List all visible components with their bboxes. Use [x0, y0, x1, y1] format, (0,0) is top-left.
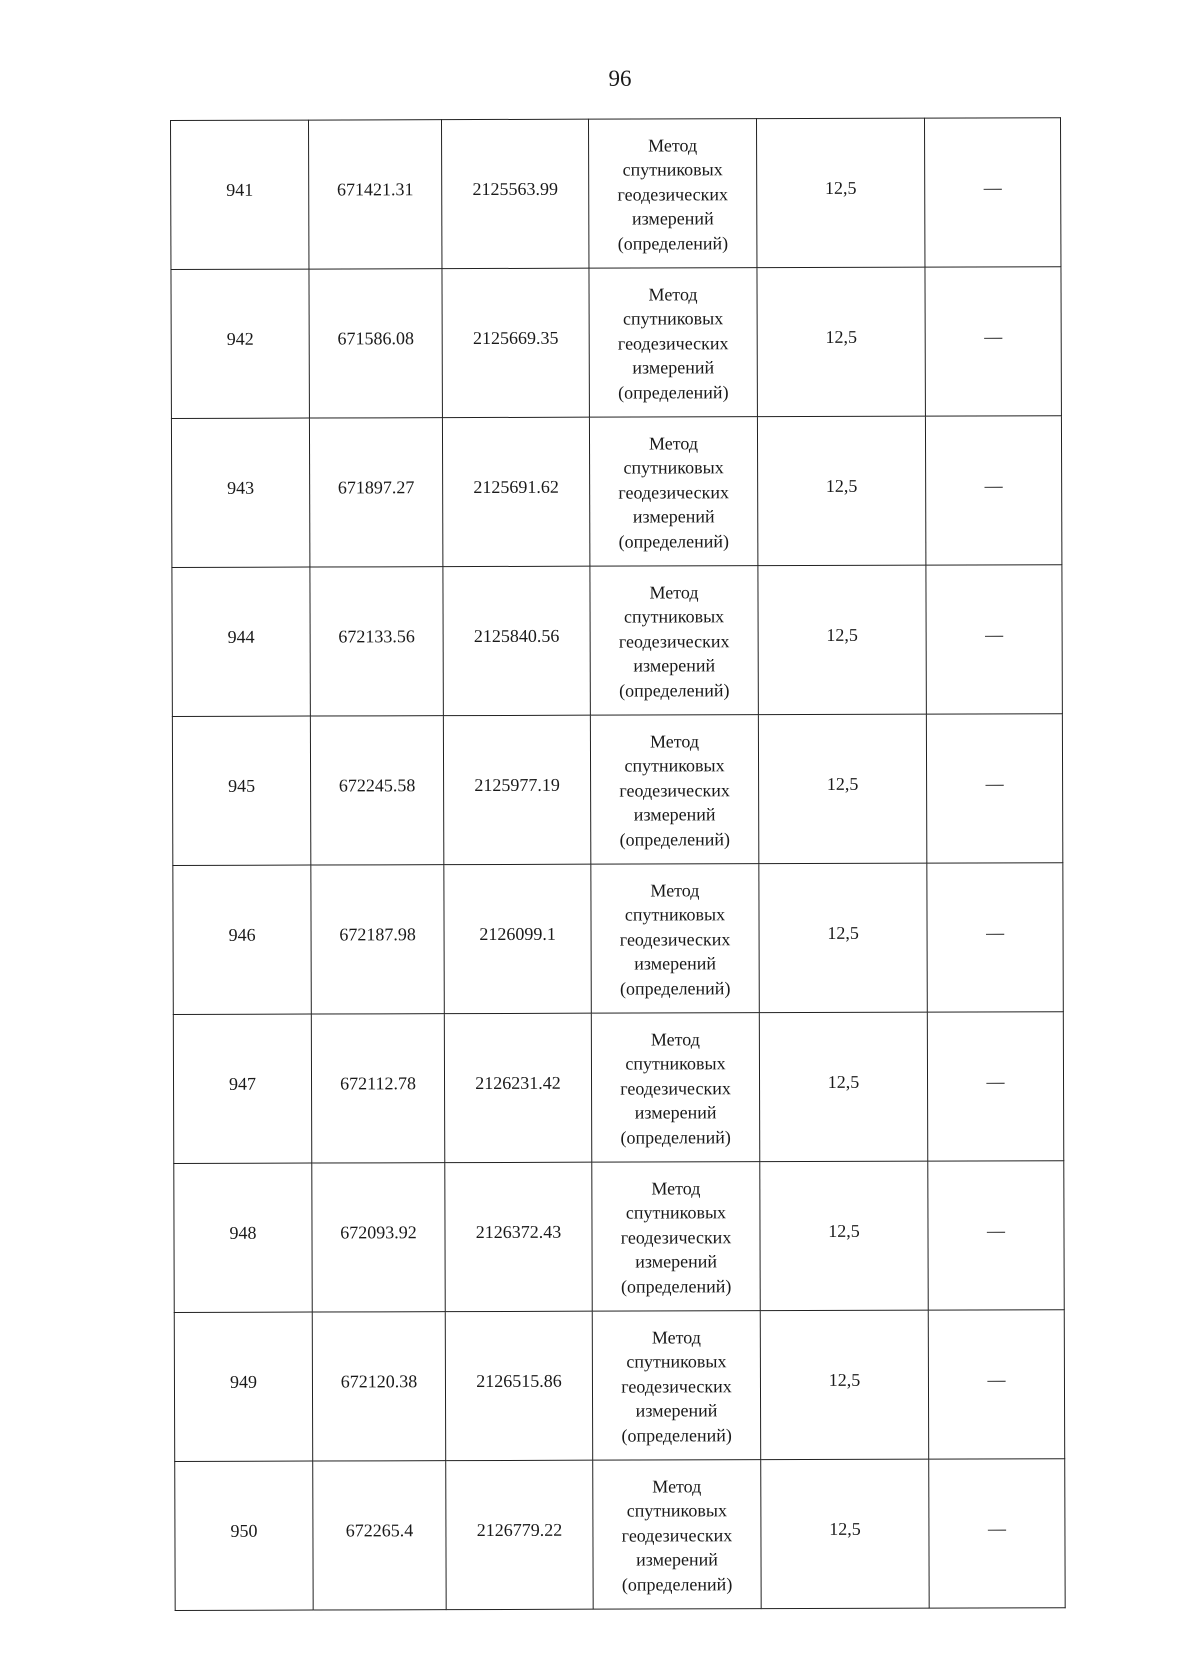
description-cell: — [925, 416, 1061, 565]
method-cell [591, 1013, 759, 1163]
method-line: геодезических [619, 779, 730, 801]
description-cell: — [924, 118, 1060, 267]
table-row [174, 1161, 1064, 1313]
x-coordinate-cell: 671897.27 [309, 418, 442, 567]
method-cell [591, 864, 759, 1014]
table-row [171, 416, 1061, 568]
y-coordinate-cell: 2126515.86 [445, 1311, 592, 1460]
y-coordinate-cell: 2125840.56 [443, 566, 590, 715]
description-cell: — [927, 863, 1063, 1012]
method-line: (определений) [619, 977, 731, 999]
method-line: спутниковых [624, 904, 726, 925]
method-line: геодезических [617, 183, 729, 205]
method-line: Метод [650, 1029, 700, 1050]
table-row [172, 565, 1062, 717]
method-cell [588, 119, 756, 269]
accuracy-cell: 12,5 [760, 1161, 928, 1311]
description-cell: — [925, 267, 1061, 416]
method-line: измерений [635, 1251, 717, 1272]
method-line: Метод [652, 1476, 702, 1497]
point-number-cell: 948 [174, 1163, 312, 1312]
method-line: спутниковых [624, 755, 725, 776]
point-number-cell: 950 [175, 1461, 313, 1610]
method-line: Метод [651, 1327, 701, 1348]
method-line: (определений) [617, 232, 729, 254]
method-line: спутниковых [623, 606, 725, 627]
y-coordinate-cell: 2125669.35 [442, 268, 589, 417]
table-row [171, 267, 1061, 419]
method-line: геодезических [621, 1375, 732, 1397]
method-line: спутниковых [623, 308, 724, 329]
page-number: 96 [608, 66, 632, 91]
point-number-cell: 942 [171, 269, 309, 418]
y-coordinate-cell: 2125563.99 [442, 119, 589, 268]
description-cell: — [927, 1012, 1063, 1161]
method-line: геодезических [620, 1077, 731, 1099]
y-coordinate-cell: 2126372.43 [445, 1162, 592, 1311]
x-coordinate-cell: 672265.4 [313, 1461, 446, 1610]
method-line: (определений) [619, 828, 730, 850]
point-number-cell: 945 [172, 716, 310, 865]
method-line: (определений) [620, 1126, 731, 1148]
description-cell: — [928, 1310, 1064, 1459]
description-cell: — [928, 1161, 1064, 1310]
accuracy-cell: 12,5 [759, 1012, 927, 1162]
method-line: Метод [650, 880, 700, 901]
method-cell [590, 715, 758, 865]
method-line: измерений [634, 953, 717, 974]
method-line: измерений [634, 1102, 717, 1123]
method-line: спутниковых [625, 1202, 727, 1223]
method-line: спутниковых [623, 457, 724, 478]
method-line: (определений) [621, 1573, 733, 1595]
description-cell: — [929, 1459, 1065, 1608]
point-number-cell: 946 [173, 865, 311, 1014]
point-number-cell: 941 [171, 120, 309, 269]
method-line: геодезических [619, 928, 731, 950]
table-row [171, 118, 1061, 270]
description-cell: — [926, 565, 1062, 714]
accuracy-cell: 12,5 [756, 118, 924, 268]
description-cell: — [926, 714, 1062, 863]
table-row [175, 1459, 1065, 1611]
point-number-cell: 944 [172, 567, 310, 716]
method-line: Метод [648, 433, 699, 454]
method-line: геодезических [618, 481, 729, 503]
y-coordinate-cell: 2125691.62 [442, 417, 589, 566]
x-coordinate-cell: 672133.56 [310, 567, 443, 716]
method-line: спутниковых [626, 1500, 727, 1521]
method-line: геодезических [621, 1524, 733, 1546]
table-row [174, 1310, 1064, 1462]
method-cell [592, 1162, 760, 1312]
accuracy-cell: 12,5 [760, 1310, 928, 1460]
method-line: измерений [636, 1549, 718, 1570]
method-line: геодезических [620, 1226, 732, 1248]
method-line: спутниковых [622, 159, 723, 180]
x-coordinate-cell: 672093.92 [312, 1163, 445, 1312]
y-coordinate-cell: 2125977.19 [443, 715, 590, 864]
method-line: спутниковых [625, 1053, 726, 1074]
method-line: измерений [633, 655, 716, 676]
method-line: (определений) [621, 1424, 732, 1446]
method-cell [590, 566, 758, 716]
method-line: измерений [631, 208, 714, 229]
coordinates-table [170, 117, 1066, 1611]
x-coordinate-cell: 672245.58 [310, 716, 443, 865]
x-coordinate-cell: 671421.31 [309, 120, 442, 269]
accuracy-cell: 12,5 [757, 267, 925, 417]
point-number-cell: 943 [171, 418, 309, 567]
accuracy-cell: 12,5 [758, 714, 926, 864]
method-line: (определений) [620, 1275, 732, 1297]
method-line: геодезических [617, 332, 729, 354]
method-line: Метод [649, 582, 699, 603]
method-cell [589, 268, 757, 418]
method-cell [589, 417, 757, 567]
method-line: Метод [648, 284, 698, 305]
table-row [173, 1012, 1063, 1164]
method-line: Метод [649, 731, 700, 752]
table-body [171, 118, 1066, 1611]
method-line: измерений [632, 506, 715, 527]
y-coordinate-cell: 2126779.22 [446, 1460, 593, 1609]
point-number-cell: 947 [173, 1014, 311, 1163]
accuracy-cell: 12,5 [758, 565, 926, 715]
method-line: геодезических [618, 630, 730, 652]
y-coordinate-cell: 2126099.1 [444, 864, 591, 1013]
table-row [172, 714, 1062, 866]
method-cell [592, 1311, 760, 1461]
method-line: (определений) [619, 679, 730, 701]
method-line: спутниковых [626, 1351, 727, 1372]
method-line: (определений) [618, 530, 730, 552]
method-line: измерений [635, 1400, 718, 1421]
x-coordinate-cell: 672120.38 [312, 1312, 445, 1461]
x-coordinate-cell: 671586.08 [309, 269, 442, 418]
y-coordinate-cell: 2126231.42 [444, 1013, 591, 1162]
accuracy-cell: 12,5 [757, 416, 925, 566]
method-line: (определений) [618, 381, 729, 403]
method-line: измерений [633, 804, 716, 825]
accuracy-cell: 12,5 [759, 863, 927, 1013]
accuracy-cell: 12,5 [761, 1459, 929, 1609]
x-coordinate-cell: 672112.78 [311, 1014, 444, 1163]
method-line: измерений [632, 357, 715, 378]
method-line: Метод [651, 1178, 701, 1199]
method-line: Метод [648, 135, 698, 156]
x-coordinate-cell: 672187.98 [311, 865, 444, 1014]
table-row [173, 863, 1063, 1015]
method-cell [593, 1460, 761, 1610]
point-number-cell: 949 [174, 1312, 312, 1461]
